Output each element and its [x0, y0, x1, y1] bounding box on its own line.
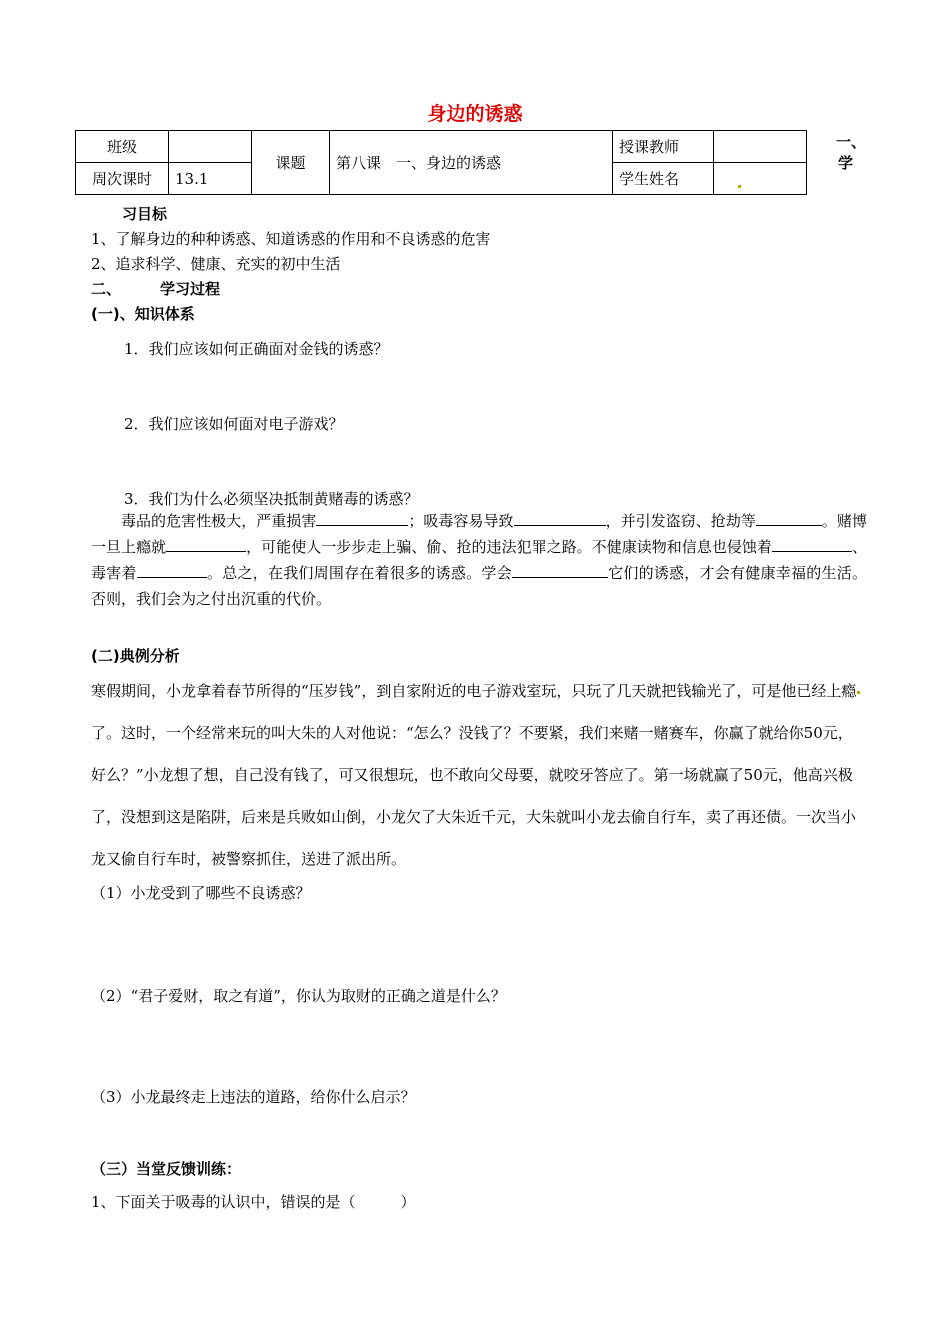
- class-label: 班级: [76, 131, 169, 163]
- process-heading: 学习过程: [160, 280, 221, 298]
- knowledge-heading: (一)、知识体系: [91, 305, 195, 323]
- objective-item-2: 2、追求科学、健康、充实的初中生活: [91, 255, 341, 273]
- student-label: 学生姓名: [613, 163, 714, 195]
- fill-blank-1[interactable]: [316, 511, 408, 526]
- fill-blank-3[interactable]: [756, 511, 808, 526]
- fill-text-7: 。总之，在我们周围存在着很多的诱惑。学会: [206, 564, 512, 582]
- fill-in-paragraph: [91, 508, 867, 612]
- info-table: [75, 130, 807, 195]
- fill-text-8: 它们的诱惑，才会有健康幸福的生活。否则，我们会为之付出沉重的代价。: [91, 564, 867, 608]
- fill-blank-5[interactable]: [772, 537, 852, 552]
- teacher-label: 授课教师: [613, 131, 714, 163]
- objective-item-1: 1、了解身边的种种诱惑、知道诱惑的作用和不良诱惑的危害: [91, 230, 491, 248]
- case-question-3: （3）小龙最终走上违法的道路，给你什么启示？: [91, 1088, 416, 1106]
- week-value: 13.1: [169, 163, 252, 195]
- feedback-heading: （三）当堂反馈训练：: [91, 1160, 242, 1178]
- process-heading-num: 二、: [91, 280, 122, 298]
- fill-text-1: 毒品的危害性极大，严重损害: [121, 512, 317, 530]
- decorative-dot: [857, 691, 860, 694]
- decorative-dot: [738, 185, 741, 188]
- fill-text-6: 、毒害着: [91, 538, 867, 582]
- fill-blank-3b[interactable]: [808, 511, 822, 526]
- page-title: 身边的诱惑: [427, 103, 523, 125]
- case-question-1: （1）小龙受到了哪些不良诱惑？: [91, 884, 311, 902]
- case-text: 寒假期间，小龙拿着春节所得的“压岁钱”，到自家附近的电子游戏室玩，只玩了几天就把钱输光了，可是他已经上瘾了。这时，一个经常来玩的叫大朱的人对他说：“怎么？没钱了？不要紧，我们来赌一赌赛车，你赢了就给你50元，好么？”小龙想了想，自己没有钱了，可又很想玩，也不敢向父母要，就咬牙答应了。第一场就赢了50元，他高兴极了，没想到这是陷阱，后来是兵败如山倒，小龙欠了大朱近千元，大朱就叫小龙去偷自行车，卖了再还债。一次当小龙又偷自行车时，被警察抓住，送进了派出所。: [91, 682, 857, 868]
- fill-text-4: 。赌博一旦上瘾就: [91, 512, 867, 556]
- knowledge-question-3: 3．我们为什么必须坚决抵制黄赌毒的诱惑？: [124, 490, 419, 508]
- week-label: 周次课时: [76, 163, 169, 195]
- case-heading: (二)典例分析: [91, 647, 180, 665]
- side-note-1: 一、: [836, 133, 867, 151]
- topic-label: 课题: [252, 131, 330, 195]
- knowledge-question-2: 2．我们应该如何面对电子游戏？: [124, 415, 344, 433]
- fill-text-3: ，并引发盗窃、抢劫等: [605, 512, 756, 530]
- fill-blank-6[interactable]: [137, 563, 207, 578]
- class-value: [169, 131, 252, 163]
- fill-blank-2[interactable]: [514, 511, 606, 526]
- case-question-2: （2）“君子爱财，取之有道”，你认为取财的正确之道是什么？: [91, 987, 506, 1005]
- student-value: [714, 163, 807, 195]
- objectives-heading: 习目标: [122, 205, 168, 223]
- fill-text-2: ；吸毒容易导致: [408, 512, 514, 530]
- fill-blank-4[interactable]: [166, 537, 246, 552]
- knowledge-question-1: 1．我们应该如何正确面对金钱的诱惑？: [124, 340, 389, 358]
- fill-text-5: ，可能使人一步步走上骗、偷、抢的违法犯罪之路。不健康读物和信息也侵蚀着: [246, 538, 772, 556]
- teacher-value: [714, 131, 807, 163]
- topic-value: 第八课 一、身边的诱惑: [330, 131, 613, 195]
- feedback-question-1: 1、下面关于吸毒的认识中，错误的是（ ）: [91, 1193, 416, 1211]
- fill-blank-7[interactable]: [512, 563, 608, 578]
- side-note-2: 学: [838, 154, 854, 172]
